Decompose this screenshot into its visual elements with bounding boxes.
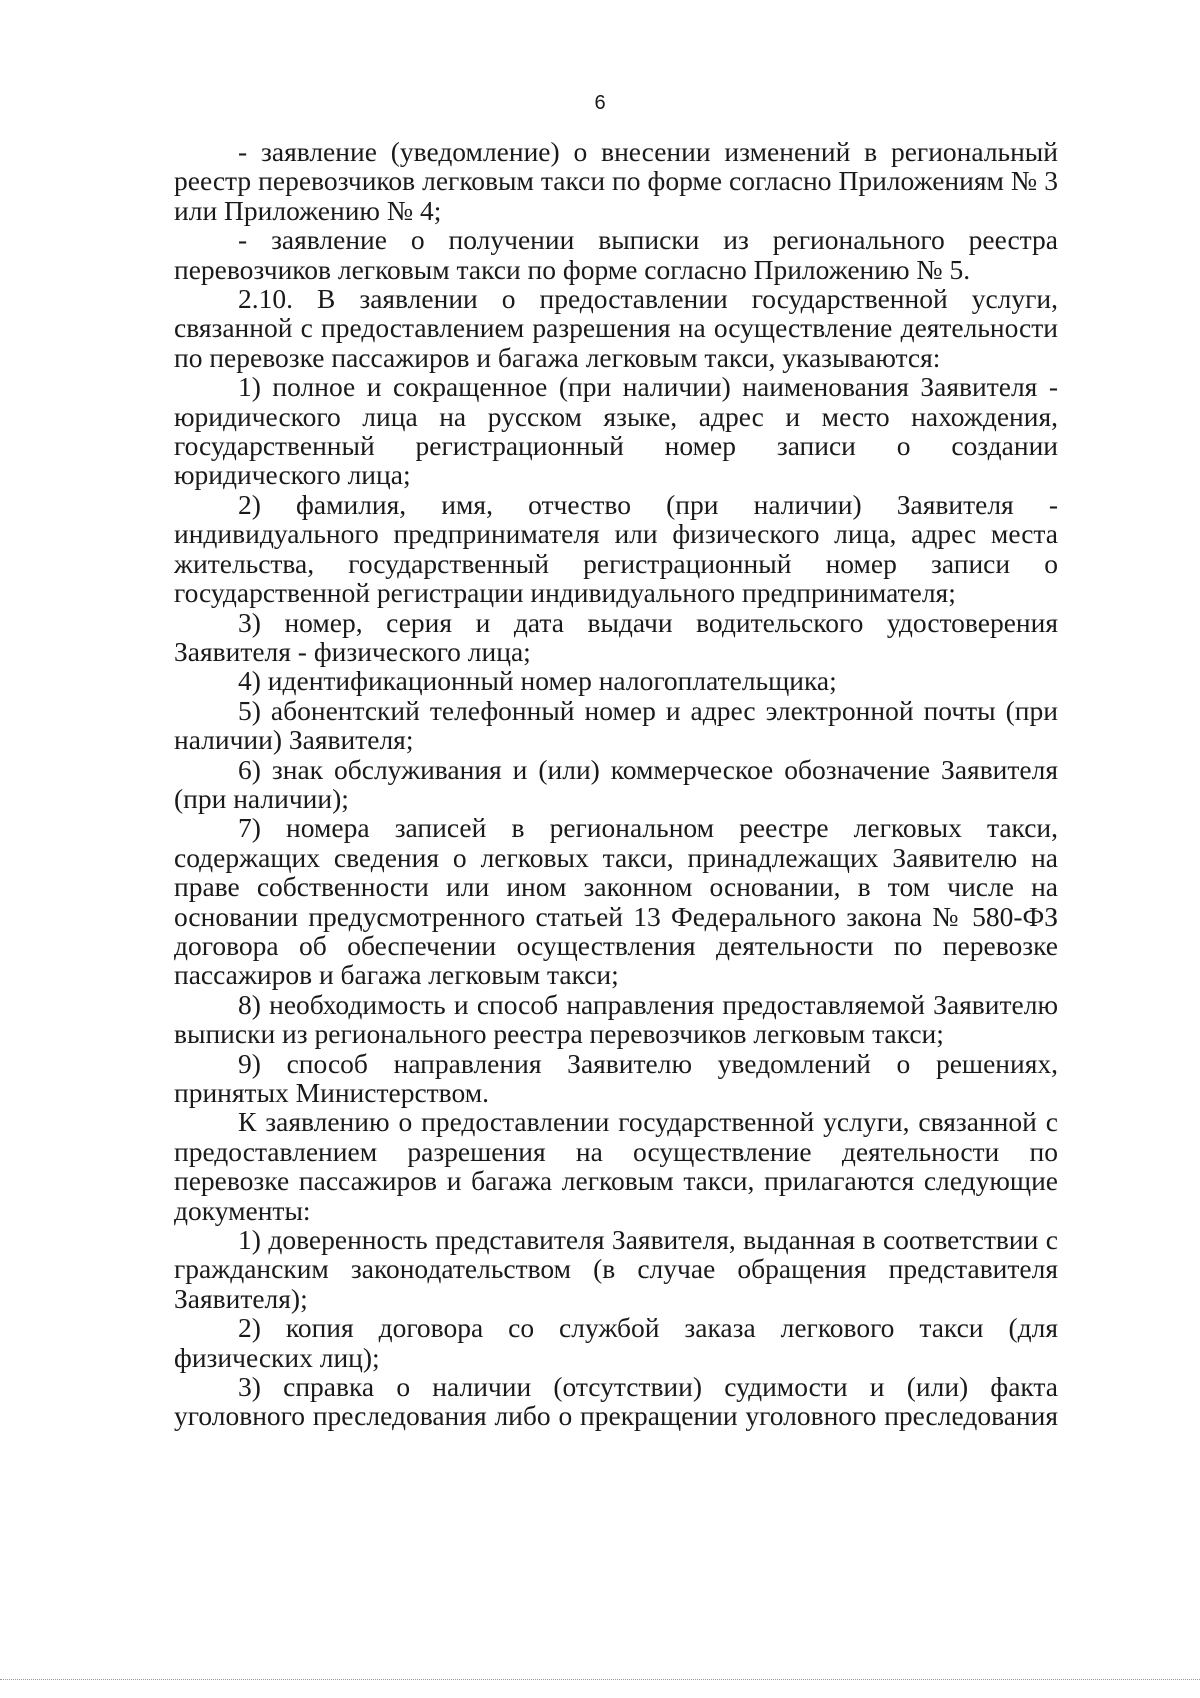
paragraph-section-2-10: 2.10. В заявлении о предоставлении государственной услуги, связанной с предоставлением разрешения на осуществление деятельности по перевозке пассажиров и багажа легковым такси, указываются: xyxy=(174,283,1058,373)
paragraph-attached-documents: К заявлению о предоставлении государственной услуги, связанной с предоставлением разрешения на осуществление деятельности по перевозке пассажиров и багажа легковым такси, прилагаются следующие документы: xyxy=(174,1106,1058,1226)
paragraph-application-amendment: - заявление (уведомление) о внесении изменений в региональный реестр перевозчиков легковым такси по форме согласно Приложениям № 3 или Приложению № 4; xyxy=(174,136,1058,226)
list-item-1-legal-entity-name: 1) полное и сокращенное (при наличии) наименования Заявителя - юридического лица на русском языке, адрес и место нахождения, государственный регистрационный номер записи о создании юридического лица; xyxy=(174,371,1058,491)
list-item-4-taxpayer-number: 4) идентификационный номер налогоплательщика; xyxy=(238,665,837,697)
list-item-7-registry-records: 7) номера записей в региональном реестре легковых такси, содержащих сведения о легковых такси, принадлежащих Заявителю на праве собственности или ином законном основании, в том числе на основании предусмотренного статьей 13 Федерального закона № 580-ФЗ договора об обеспечении осуществления деятельности по перевозке пассажиров и багажа легковым такси; xyxy=(174,812,1058,991)
page-number: 6 xyxy=(594,92,606,114)
list-item-5-phone-email: 5) абонентский телефонный номер и адрес электронной почты (при наличии) Заявителя; xyxy=(174,694,1058,756)
list-item-8-extract-delivery: 8) необходимость и способ направления предоставляемой Заявителю выписки из регионального реестра перевозчиков легковым такси; xyxy=(174,988,1058,1050)
attachment-item-1-power-of-attorney: 1) доверенность представителя Заявителя, выданная в соответствии с гражданским законодательством (в случае обращения представителя Заявителя); xyxy=(174,1224,1058,1314)
scan-edge-line xyxy=(0,1679,1200,1680)
list-item-6-service-mark: 6) знак обслуживания и (или) коммерческое обозначение Заявителя (при наличии); xyxy=(174,753,1058,814)
paragraph-application-extract: - заявление о получении выписки из регионального реестра перевозчиков легковым такси по форме согласно Приложению № 5. xyxy=(174,224,1058,285)
list-item-3-driver-license: 3) номер, серия и дата выдачи водительского удостоверения Заявителя - физического лица; xyxy=(174,606,1058,667)
attachment-item-3-criminal-record: 3) справка о наличии (отсутствии) судимости и (или) факта уголовного преследования либо о прекращении уголовного преследования xyxy=(174,1371,1058,1432)
attachment-item-2-contract-copy: 2) копия договора со службой заказа легкового такси (для физических лиц); xyxy=(174,1312,1058,1373)
list-item-9-notification-method: 9) способ направления Заявителю уведомлений о решениях, принятых Министерством. xyxy=(174,1047,1058,1108)
list-item-2-individual-name: 2) фамилия, имя, отчество (при наличии) Заявителя - индивидуального предпринимателя или физического лица, адрес места жительства, государственный регистрационный номер записи о государственной регистрации индивидуального предпринимателя; xyxy=(174,488,1058,609)
document-body xyxy=(174,137,1058,1431)
